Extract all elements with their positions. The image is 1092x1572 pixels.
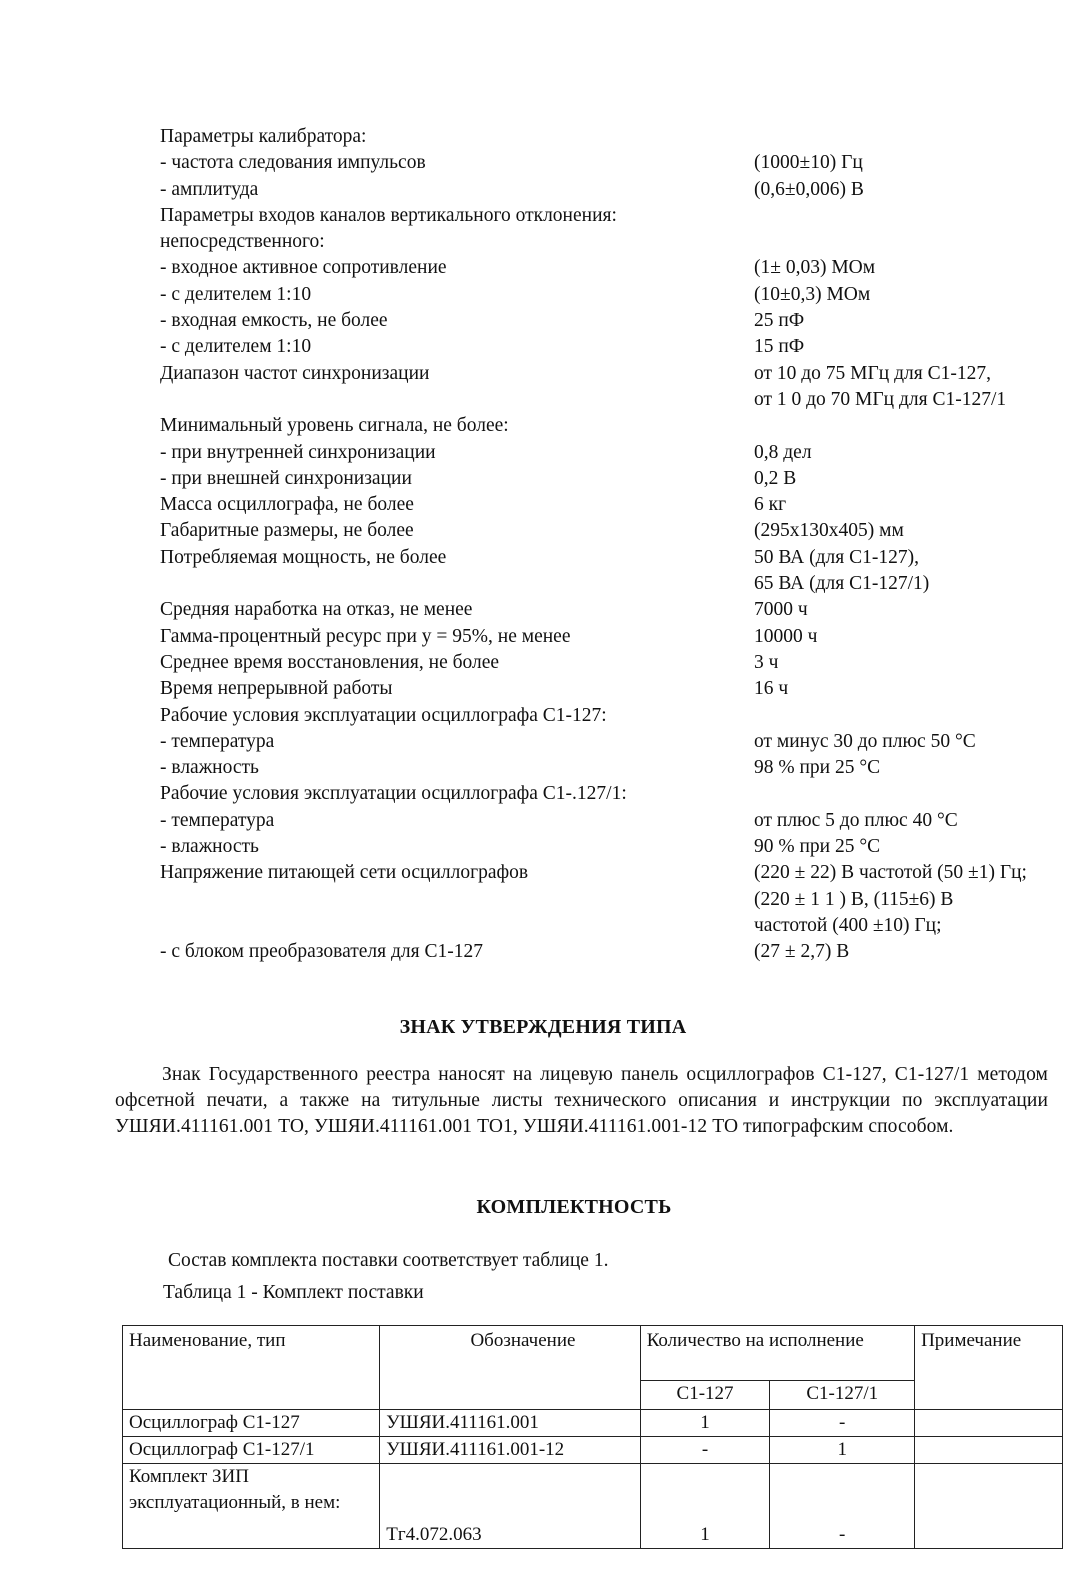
spec-value: (220 ± 1 1 ) В, (115±6) В <box>754 888 954 910</box>
spec-row <box>160 150 1090 176</box>
delivery-kit-table <box>122 1325 1063 1549</box>
spec-row <box>160 518 1090 544</box>
spec-row <box>160 229 1090 255</box>
header-quantity: Количество на исполнение <box>640 1326 914 1381</box>
header-note: Примечание <box>915 1326 1063 1410</box>
table-row <box>123 1437 1063 1464</box>
spec-row <box>160 413 1090 439</box>
cell-note <box>915 1437 1063 1464</box>
header-c1-127: С1-127 <box>640 1381 770 1410</box>
spec-label: Напряжение питающей сети осциллографов <box>160 862 529 884</box>
header-c1-127-1: С1-127/1 <box>770 1381 915 1410</box>
spec-label: Габаритные размеры, не более <box>160 520 414 542</box>
spec-row <box>160 913 1090 939</box>
spec-label: Минимальный уровень сигнала, не более: <box>160 415 509 437</box>
spec-row <box>160 781 1090 807</box>
spec-value: 6 кг <box>754 494 787 516</box>
spec-value: 7000 ч <box>754 599 808 621</box>
spec-label: - входное активное сопротивление <box>160 257 447 279</box>
cell-designation: Тг4.072.063 <box>380 1464 640 1549</box>
spec-label: - с делителем 1:10 <box>160 283 312 305</box>
cell-name: Комплект ЗИП эксплуатационный, в нем: <box>123 1464 380 1549</box>
spec-label: непосредственного: <box>160 231 325 253</box>
spec-row <box>160 597 1090 623</box>
cell-qty-c1-127-1: 1 <box>770 1437 915 1464</box>
spec-label: - с блоком преобразователя для С1-127 <box>160 941 483 963</box>
spec-row <box>160 703 1090 729</box>
spec-row <box>160 492 1090 518</box>
spec-value: 0,2 В <box>754 467 797 489</box>
spec-label: - влажность <box>160 757 259 779</box>
spec-value: (220 ± 22) В частотой (50 ±1) Гц; <box>754 862 1027 884</box>
spec-label: Параметры калибратора: <box>160 126 367 147</box>
spec-label: - температура <box>160 809 275 831</box>
spec-row <box>160 124 1090 150</box>
spec-row <box>160 440 1090 466</box>
spec-value: 50 ВА (для С1-127), <box>754 546 919 568</box>
spec-row <box>160 177 1090 203</box>
spec-row <box>160 571 1090 597</box>
spec-value: 25 пФ <box>754 310 805 332</box>
spec-row <box>160 308 1090 334</box>
cell-note <box>915 1410 1063 1437</box>
spec-value: 98 % при 25 °С <box>754 757 881 779</box>
spec-label: Гамма-процентный ресурс при у = 95%, не менее <box>160 625 571 647</box>
spec-label: Время непрерывной работы <box>160 678 393 700</box>
spec-label: Масса осциллографа, не более <box>160 494 414 516</box>
spec-row <box>160 466 1090 492</box>
spec-label: - при внешней синхронизации <box>160 467 412 489</box>
spec-row <box>160 387 1090 413</box>
spec-value: (0,6±0,006) В <box>754 178 864 200</box>
specifications-list <box>160 124 1090 966</box>
spec-value: 90 % при 25 °С <box>754 836 881 858</box>
spec-label: Параметры входов каналов вертикального отклонения: <box>160 204 617 226</box>
spec-label: Рабочие условия эксплуатации осциллографа С1-.127/1: <box>160 783 627 805</box>
spec-label: Диапазон частот синхронизации <box>160 362 430 384</box>
spec-label: - амплитуда <box>160 178 259 200</box>
spec-row <box>160 834 1090 860</box>
spec-value: от минус 30 до плюс 50 °С <box>754 730 976 752</box>
spec-row <box>160 650 1090 676</box>
spec-label: - входная емкость, не более <box>160 310 388 332</box>
completeness-heading: КОМПЛЕКТНОСТЬ <box>476 1196 672 1218</box>
cell-name: Осциллограф С1-127/1 <box>123 1437 380 1464</box>
spec-row <box>160 361 1090 387</box>
spec-value: от 1 0 до 70 МГц для С1-127/1 <box>754 388 1007 410</box>
spec-row <box>160 624 1090 650</box>
spec-value: (1± 0,03) МОм <box>754 257 876 279</box>
cell-qty-c1-127-1: - <box>770 1410 915 1437</box>
completeness-intro: Состав комплекта поставки соответствует таблице 1. <box>168 1250 609 1271</box>
spec-row <box>160 676 1090 702</box>
cell-name: Осциллограф С1-127 <box>123 1410 380 1437</box>
type-approval-heading: ЗНАК УТВЕРЖДЕНИЯ ТИПА <box>399 1016 687 1038</box>
spec-row <box>160 334 1090 360</box>
header-name: Наименование, тип <box>123 1326 380 1410</box>
spec-row <box>160 755 1090 781</box>
cell-qty-c1-127-1: - <box>770 1464 915 1549</box>
type-approval-paragraph: Знак Государственного реестра наносят на лицевую панель осциллографов С1-127, С1-127/1 методом офсетной печати, а также на титульные листы технического описания и инструкции по эксплуатации УШЯИ.411161.001 ТО, УШЯИ.411161.001 ТО1, УШЯИ.411161.001-12 ТО типографским способом. <box>115 1064 1048 1138</box>
spec-value: 15 пФ <box>754 336 805 358</box>
spec-label: - с делителем 1:10 <box>160 336 312 358</box>
cell-qty-c1-127: 1 <box>640 1410 770 1437</box>
spec-label: - при внутренней синхронизации <box>160 441 436 463</box>
cell-qty-c1-127: 1 <box>640 1464 770 1549</box>
table-row <box>123 1410 1063 1437</box>
spec-value: (295х130х405) мм <box>754 520 904 542</box>
spec-value: (1000±10) Гц <box>754 152 863 174</box>
spec-row <box>160 808 1090 834</box>
cell-designation: УШЯИ.411161.001-12 <box>380 1437 640 1464</box>
cell-qty-c1-127: - <box>640 1437 770 1464</box>
spec-value: 3 ч <box>754 651 779 673</box>
spec-row <box>160 939 1090 965</box>
spec-value: от плюс 5 до плюс 40 °С <box>754 809 958 831</box>
spec-row <box>160 860 1090 886</box>
spec-row <box>160 203 1090 229</box>
table-caption: Таблица 1 - Комплект поставки <box>163 1282 424 1303</box>
table-row <box>123 1464 1063 1549</box>
spec-label: Средняя наработка на отказ, не менее <box>160 599 473 621</box>
spec-row <box>160 255 1090 281</box>
spec-value: 16 ч <box>754 678 789 700</box>
spec-row <box>160 545 1090 571</box>
spec-value: 65 ВА (для С1-127/1) <box>754 573 930 595</box>
spec-value: (10±0,3) МОм <box>754 283 871 305</box>
cell-note <box>915 1464 1063 1549</box>
spec-value: 0,8 дел <box>754 441 812 463</box>
spec-label: - влажность <box>160 836 259 858</box>
spec-row <box>160 282 1090 308</box>
spec-value: (27 ± 2,7) В <box>754 941 850 963</box>
table-header-row <box>123 1326 1063 1381</box>
spec-row <box>160 887 1090 913</box>
cell-designation: УШЯИ.411161.001 <box>380 1410 640 1437</box>
spec-value: от 10 до 75 МГц для С1-127, <box>754 362 991 384</box>
spec-label: Рабочие условия эксплуатации осциллографа С1-127: <box>160 704 607 726</box>
spec-label: Среднее время восстановления, не более <box>160 651 500 673</box>
spec-row <box>160 729 1090 755</box>
spec-label: - температура <box>160 730 275 752</box>
header-designation: Обозначение <box>380 1326 640 1410</box>
spec-value: частотой (400 ±10) Гц; <box>754 914 942 936</box>
spec-label: - частота следования импульсов <box>160 152 426 174</box>
spec-value: 10000 ч <box>754 625 818 647</box>
spec-label: Потребляемая мощность, не более <box>160 546 447 568</box>
